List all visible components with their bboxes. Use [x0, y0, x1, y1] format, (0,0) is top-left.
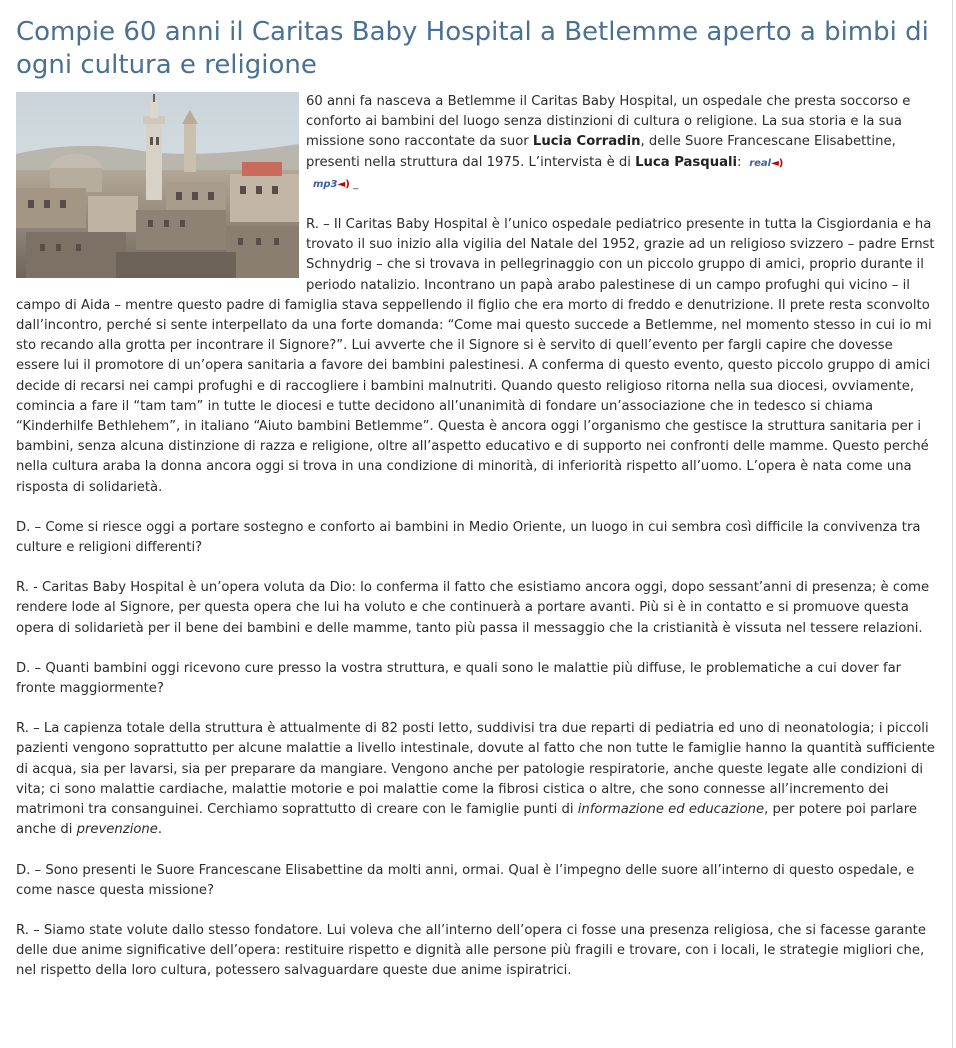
answer-paragraph-2: R. - Caritas Baby Hospital è un’opera voluta da Dio: lo conferma il fatto che esistiamo ancora oggi, dopo sessant’anni di presenza; è come rendere lode al Signore, per questa opera che lui ha voluto e che continuerà a portare avanti. Più si è in contatto e si promuove questa opera di solidarietà per il bene dei bambini e delle mamme, tanto più passa il messaggio che la cristianità è vissuta nel tessere relazioni.: [16, 580, 930, 636]
question-paragraph-1: D. – Come si riesce oggi a portare sostegno e conforto ai bambini in Medio Oriente, un luogo in cui sembra così difficile la convivenza tra culture e religioni differenti?: [16, 519, 921, 556]
question-paragraph-2: D. – Quanti bambini oggi ricevono cure presso la vostra struttura, e quali sono le malattie più diffuse, le problematiche a cui dover far fronte maggiormente?: [16, 660, 902, 697]
lead-text-3: :: [737, 154, 742, 170]
real-audio-label: real: [749, 157, 772, 169]
answer-3-emphasis-2: prevenzione: [76, 822, 158, 838]
mp3-audio-link[interactable]: [313, 179, 350, 190]
speaker-icon: ◄): [337, 178, 350, 190]
lead-text-2: , delle Suore Francescane Elisabettine, presenti nella struttura dal 1975. L’intervista è di: [306, 134, 896, 170]
answer-3-emphasis-1: informazione ed educazione: [577, 802, 765, 818]
answer-paragraph-4: R. – Siamo state volute dallo stesso fondatore. Lui voleva che all’interno dell’opera ci fosse una presenza religiosa, che si facesse garante delle due anime significative dell’opera: restituire rispetto e dignità alle persone più fragili e trovare, con i locali, le strategie migliori che, nel rispetto della loro cultura, potessero salvaguardare queste due anime ispiratrici.: [16, 922, 926, 979]
real-audio-link[interactable]: [749, 158, 783, 169]
answer-3-text-1: R. – La capienza totale della struttura è attualmente di 82 posti letto, suddivisi tra due reparti di pediatria ed uno di neonatologia; i piccoli pazienti vengono soprattutto per alcune malattie a livello intestinale, dovute al fatto che non tutte le famiglie hanno la quantità sufficiente di acqua, sia per lavarsi, sia per preparare da mangiare. Vengono anche per patologie respiratorie, anche queste legate alle condizioni di vita; ci sono malattie cardiache, malattie motorie e poi malattie come la fibrosi cistica o altre, che sono connesse all’incremento dei matrimoni tra consanguinei. Cerchiamo soprattutto di creare con le famiglie punti di: [16, 721, 935, 818]
mp3-audio-label: mp3: [312, 178, 338, 190]
bethlehem-rooftops-photo: [16, 92, 299, 278]
answer-paragraph-1: R. – Il Caritas Baby Hospital è l’unico ospedale pediatrico presente in tutta la Cisgiordania e ha trovato il suo inizio alla vigilia del Natale del 1952, grazie ad un religioso svizzero – padre Ernst Schnydrig – che si trovava in pellegrinaggio con un piccolo gruppo di amici, proprio durante il periodo natalizio. Incontrano un papà arabo palestinese di un campo profughi qui vicino – il campo di Aida – mentre questo padre di famiglia stava seppellendo il figlio che era morto di freddo e denutrizione. Il prete resta sconvolto dall’incontro, perché si sente interpellato da una forte domanda: “Come mai questo succede a Betlemme, nel momento stesso in cui io mi sto recando alla grotta per incontrare il Signore?”. Lui avverte che il Signore si è servito di quell’evento per fargli capire che dovesse essere lui il promotore di un’opera sanitaria a favore dei bambini palestinesi. A conferma di questo evento, questo piccolo gruppo di amici decide di recarsi nei campi profughi e di raccogliere i bambini malnutriti. Quando questo religioso ritorna nella sua diocesi, ovviamente, comincia a fare il “tam tam” in tutte le diocesi e tutte decidono all’unanimità di fondare un’associazione che in tedesco si chiama “Kinderhilfe Bethlehem”, in italiano “Aiuto bambini Betlemme”. Questa è ancora oggi l’organismo che gestisce la struttura sanitaria per i bambini, senza alcuna distinzione di razza e religione, oltre all’aspetto educativo e di supporto nei confronti delle mamme. Questo perché nella cultura araba la donna ancora oggi si trova in una condizione di minorità, di inferiorità rispetto all’uomo. L’opera è nata come una risposta di solidarietà.: [16, 217, 935, 495]
audio-trailing-mark: _: [353, 178, 359, 190]
answer-3-text-2: , per potere poi parlare anche di: [16, 802, 917, 838]
page-edge-rule: [952, 0, 953, 1048]
answer-3-text-3: .: [157, 822, 163, 838]
interviewer-name: Luca Pasquali: [635, 154, 738, 170]
answer-paragraph-3: [16, 719, 936, 840]
speaker-icon: ◄): [771, 157, 784, 169]
lead-text-1: 60 anni fa nasceva a Betlemme il Caritas Baby Hospital, un ospedale che presta soccorso e conforto ai bambini del luogo senza distinzioni di cultura o religione. La sua storia e la sua missione sono raccontate da suor: [306, 94, 911, 150]
article-body: [16, 92, 936, 982]
article-title: Compie 60 anni il Caritas Baby Hospital a Betlemme aperto a bimbi di ogni cultura e religione: [16, 17, 929, 80]
question-paragraph-3: D. – Sono presenti le Suore Francescane Elisabettine da molti anni, ormai. Qual è l’impegno delle suore all’interno di questo ospedale, e come nasce questa missione?: [16, 862, 915, 898]
interviewee-name: Lucia Corradin: [532, 134, 641, 150]
